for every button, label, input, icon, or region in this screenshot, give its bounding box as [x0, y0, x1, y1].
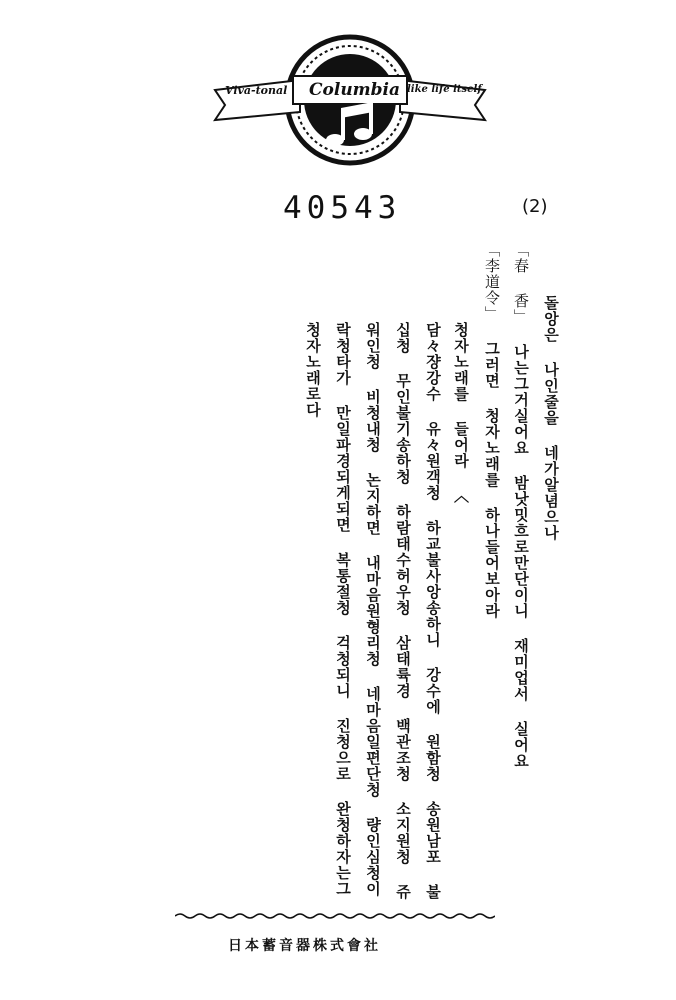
- column-text: 십청 무인불기송하청 하람태수허우청 삼태륙경 백관조청 소지원청 쥬: [394, 322, 412, 900]
- logo-right-ribbon: like life itself: [407, 84, 482, 95]
- logo-brand: Columbia: [309, 80, 401, 100]
- page-number: (2): [522, 196, 548, 217]
- text-column: [360, 322, 386, 897]
- text-column: [448, 322, 474, 504]
- column-text: 청자노래로다: [304, 322, 322, 418]
- column-text: 청자노래를 들어라 〈: [452, 322, 470, 504]
- text-column: [330, 322, 356, 897]
- column-text: 담々쟝강수 유々원객청 하교불사앙송하니 강수에 원함청 송원남포 불: [424, 322, 442, 900]
- column-text: 워인청 비청내청 논지하면 내마음원형리청 네마음일편단청 량인심청이: [364, 322, 382, 897]
- text-column: [390, 322, 416, 900]
- catalog-number: 40543: [283, 190, 402, 226]
- text-column: [508, 242, 534, 769]
- publisher-name: 日本蓄音器株式會社: [228, 938, 381, 954]
- column-text: 락청타가 만일파경되게되면 복통절청 걱청되니 진청으로 완청하자는그: [334, 322, 352, 897]
- column-text: 그러면 청자노래를 하나들어보아라: [483, 341, 501, 619]
- text-column: [538, 295, 564, 541]
- wavy-divider: [175, 912, 495, 920]
- logo-left-ribbon: Viva-tonal: [225, 84, 288, 97]
- text-column: [300, 322, 326, 418]
- speaker-label: 「春 香」: [512, 242, 530, 325]
- speaker-label: 「李道令」: [483, 242, 501, 322]
- text-column: [479, 242, 505, 619]
- columbia-logo: [205, 32, 495, 167]
- column-text: 돌앙은 나인줄을 네가알념으나: [542, 295, 560, 541]
- column-text: 나는그거실어요 밤낫밋흐로만단이니 재미업서 실어요: [512, 344, 530, 769]
- text-column: [420, 322, 446, 900]
